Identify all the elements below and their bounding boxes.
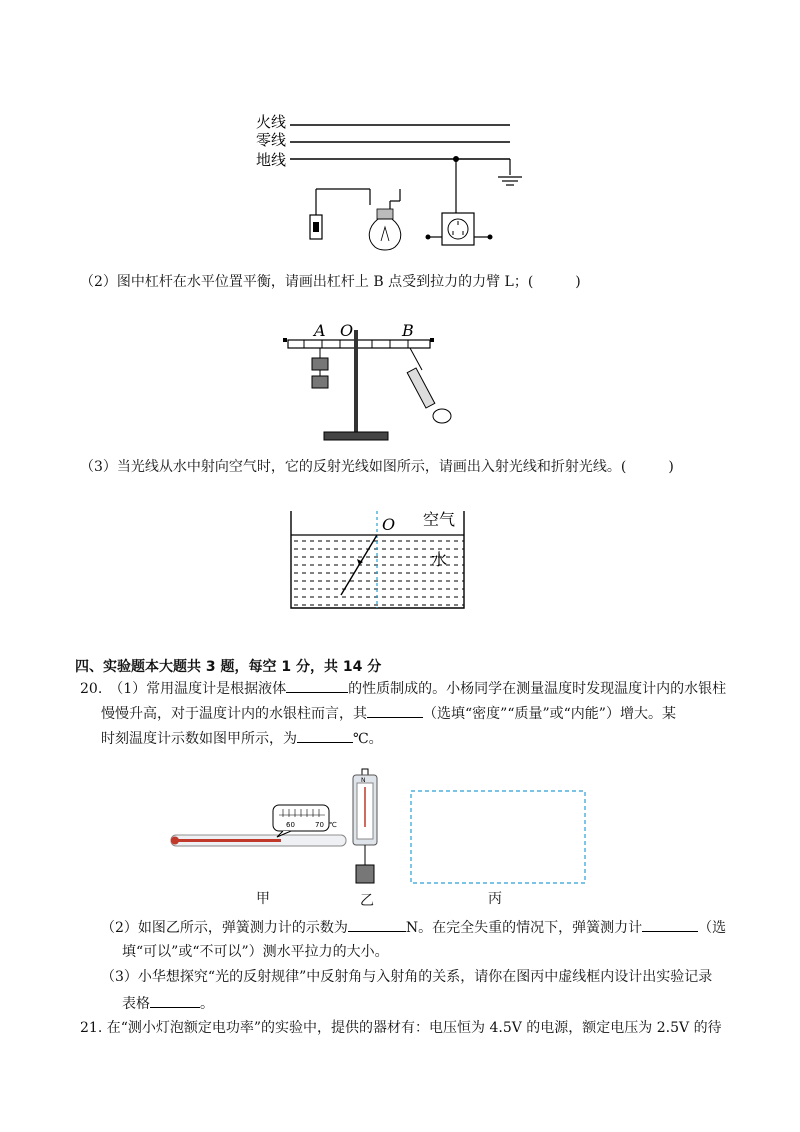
dynamometer-unit: N [361,777,366,784]
wall-socket [442,213,474,245]
weight-2 [312,376,328,388]
figure-label-bing: 丙 [488,891,502,907]
q20-part2-text-a: （2）如图乙所示，弹簧测力计的示数为 [101,920,348,936]
hanging-weight [356,865,374,883]
question-3-prompt: （3）当光线从水中射向空气时，它的反射光线如图所示，请画出入射光线和折射光线。( ) [80,459,674,475]
answer-blank-2[interactable] [367,703,423,718]
thermometer-tick-60: 60 [286,821,295,829]
answer-blank-4[interactable] [348,917,406,932]
lever-label-o: O [340,322,354,340]
question-20-part-3-line-2 [122,993,214,1014]
q20-text-2a: 慢慢升高，对于温度计内的水银柱而言，其 [101,706,367,722]
answer-blank-5[interactable] [642,917,698,932]
q20-text-3b: ℃。 [353,731,383,747]
thermometer-tick-70: 70 [315,821,324,829]
q20-part2-text-b: N。在完全失重的情况下，弹簧测力计 [405,920,643,936]
lever-label-a: A [314,322,326,340]
water-label: 水 [431,550,448,569]
lever-diagram [280,322,460,447]
table-design-box[interactable] [411,791,585,883]
section-heading: 四、实验题本大题共 3 题，每空 1 分，共 14 分 [75,659,382,675]
question-20-part-3-line-1: （3）小华想探究“光的反射规律”中反射角与入射角的关系，请你在图丙中虚线框内设计出实验记录 [101,969,713,985]
experiment-figures [165,765,605,885]
question-20-line-1 [80,678,726,699]
figure-label-jia: 甲 [256,891,270,907]
answer-blank-3[interactable] [297,728,353,743]
point-o: O [382,515,396,534]
q20-text-3a: 时刻温度计示数如图甲所示，为 [101,731,297,747]
q20-part3-text-c: 。 [200,996,214,1012]
light-bulb [369,219,400,250]
spring-scale [407,368,435,408]
lever-bar [288,340,430,348]
neutral-wire-label: 零线 [256,131,287,149]
live-wire-label: 火线 [256,113,287,131]
stand-base [324,432,388,440]
question-20-line-3 [101,728,383,749]
ground-wire-label: 地线 [256,151,287,169]
circuit-diagram [240,105,540,255]
lever-label-b: B [402,322,414,340]
answer-blank-6[interactable] [150,993,200,1008]
refraction-diagram [285,505,470,615]
q20-text-1b: 的性质制成的。小杨同学在测量温度时发现温度计内的水银柱 [348,681,727,697]
question-20-line-2 [101,703,676,724]
answer-blank-1[interactable] [286,678,348,693]
q20-text-1a: 20. （1）常用温度计是根据液体 [80,681,287,697]
question-20-part-2-line-2: 填“可以”或“不可以”）测水平拉力的大小。 [122,944,389,960]
q20-text-2b: （选填“密度”“质量”或“内能”）增大。某 [423,706,676,722]
hand-icon [433,409,451,423]
question-21-prompt: 21. 在“测小灯泡额定电功率”的实验中，提供的器材有：电压恒为 4.5V 的电源，额定电压为 2.5V 的待 [80,1020,722,1036]
figure-label-yi: 乙 [360,893,374,909]
question-2-prompt: （2）图中杠杆在水平位置平衡，请画出杠杆上 B 点受到拉力的力臂 L；( ) [80,274,581,290]
weight-1 [312,358,328,370]
q20-part3-text-b: 表格 [122,996,150,1012]
thermometer-unit: ℃ [329,821,337,829]
q20-part2-text-c: （选 [698,920,727,936]
air-label: 空气 [423,510,456,529]
question-20-part-2-line-1 [101,917,726,938]
